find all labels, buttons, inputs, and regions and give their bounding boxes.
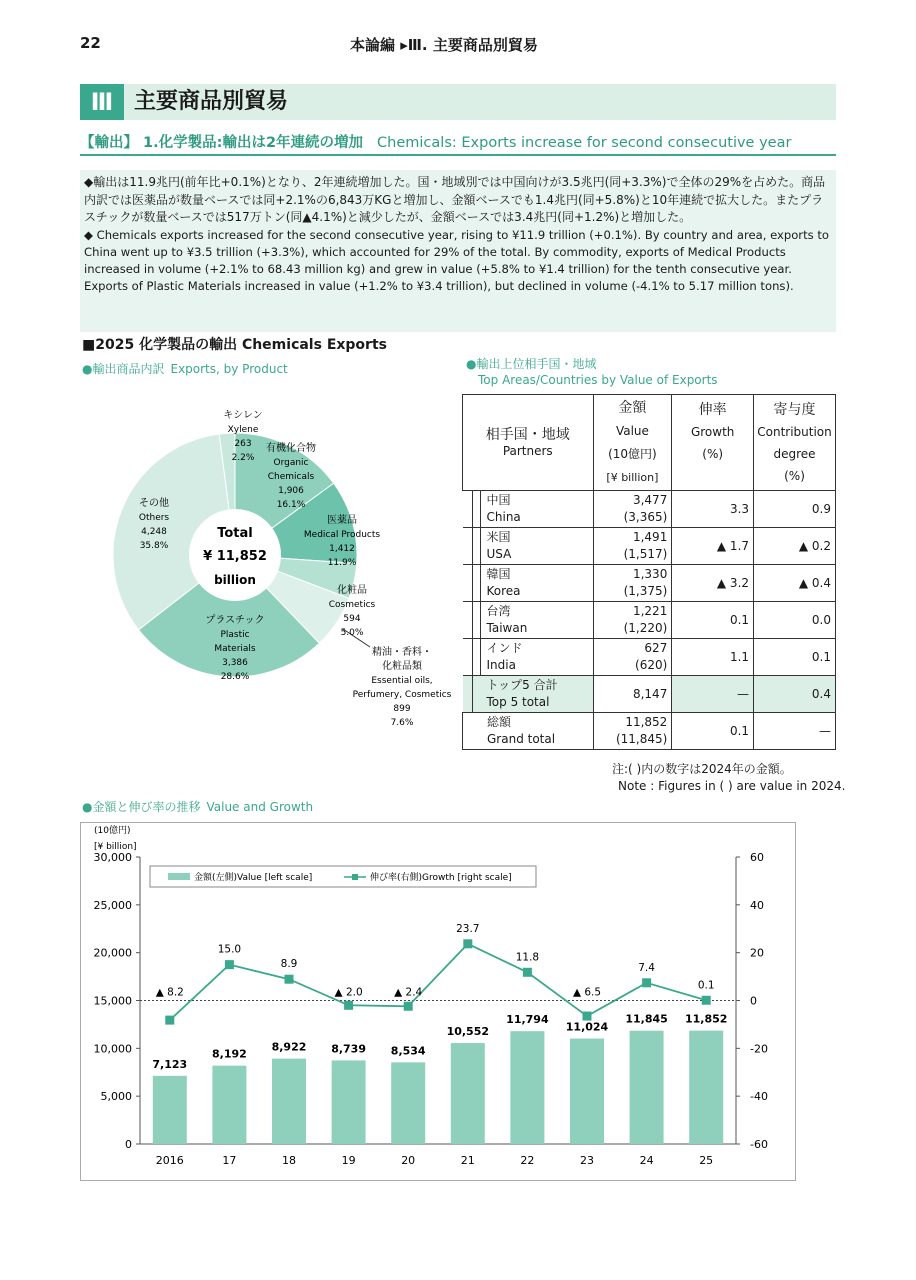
growth-point (165, 1016, 174, 1025)
subheading-ja: 【輸出】 1.化学製品:輸出は2年連続の増加 (80, 135, 364, 151)
pie-label-text: Chemicals (267, 472, 315, 482)
row-prev-value: (3,365) (623, 510, 668, 524)
summary-ja: ◆輸出は11.9兆円(前年比+0.1%)となり、2年連続増加した。国・地域別では中国向けが3.5兆円(同+3.3%)で全体の29%を占めた。商品内訳では医薬品が数量ベースでは同+2.1%の6,843万KGと増加し、金額ベースでも1.4兆円(同+5.8%)と10年連続で拡大した。またプラスチックが数量ベースでは517万トン(同▲4.1%)と減少したが、金額ベースでは3.4兆円(同+1.2%)と増加した。 (84, 175, 826, 224)
y-right-tick-label: 20 (750, 946, 764, 960)
row-prev-value: (1,375) (623, 584, 668, 598)
bar-value-label: 8,739 (331, 1042, 366, 1056)
pie-center-unit: billion (214, 573, 256, 587)
pie-label-text: キシレン (223, 410, 263, 421)
growth-value-label: ▲ 8.2 (155, 986, 184, 999)
subheading (80, 134, 836, 156)
pie-label-text: Medical Products (303, 530, 381, 540)
note-ja: 注:( )内の数字は2024年の金額。 (612, 762, 792, 776)
pie-label-text: 1,412 (329, 544, 355, 554)
y-right-tick-label: 40 (750, 898, 764, 912)
x-tick-label: 24 (639, 1154, 654, 1167)
partners-table (462, 394, 836, 750)
row-prev-value: (620) (635, 658, 668, 672)
growth-value-label: ▲ 2.4 (394, 986, 423, 999)
pie-label-text: 化粧品 (337, 585, 367, 596)
table-row (463, 565, 836, 602)
y-left-tick-label: 5,000 (100, 1090, 132, 1104)
table-bracket-line-inner (480, 490, 481, 676)
header-partner: 相手国・地域 Partners (463, 395, 594, 491)
bar-value-label: 11,024 (565, 1020, 609, 1034)
row-partner-ja: 米国 (486, 530, 511, 544)
header-growth: 伸率 Growth (%) (672, 395, 754, 491)
y-left-tick-label: 15,000 (93, 994, 132, 1008)
pie-center-value: ¥ 11,852 (203, 549, 267, 564)
subheading-en: Chemicals: Exports increase for second consecutive year (377, 135, 792, 151)
value-bar (272, 1059, 306, 1144)
table-row-top5: トップ5 合計 Top 5 total 8,147 — 0.4 (463, 676, 836, 713)
bar-value-label: 11,794 (506, 1013, 549, 1027)
value-bar (332, 1060, 366, 1144)
bar-value-label: 10,552 (446, 1025, 490, 1039)
x-tick-label: 25 (699, 1154, 714, 1167)
y-left-unit-ja: (10億円) (94, 826, 131, 836)
y-left-tick-label: 25,000 (93, 898, 132, 912)
pie-label-text: プラスチック (205, 615, 265, 626)
value-bar (689, 1031, 723, 1144)
y-left-unit-en: [¥ billion] (94, 842, 137, 852)
growth-value-label: ▲ 2.0 (334, 986, 363, 999)
row-value: 1,330 (632, 567, 668, 581)
row-prev-value: (1,220) (623, 621, 668, 635)
summary-box (80, 170, 836, 332)
growth-line (170, 944, 706, 1020)
pie-chart (80, 385, 460, 745)
value-bar (153, 1076, 187, 1144)
value-bar (451, 1043, 485, 1144)
page-number: 22 (80, 34, 101, 52)
x-tick-label: 2016 (155, 1154, 184, 1167)
x-tick-label: 17 (222, 1154, 237, 1167)
y-left-tick-label: 0 (125, 1138, 132, 1151)
line-title-en: Value and Growth (206, 800, 314, 814)
bar-value-label: 8,534 (390, 1044, 426, 1058)
header-value: 金額 Value (10億円) [¥ billion] (593, 395, 672, 491)
row-growth: 1.1 (672, 639, 754, 676)
pie-label-text: 35.8% (139, 541, 169, 551)
pie-label-text: Perfumery, Cosmetics (352, 690, 452, 700)
row-partner-en: Taiwan (486, 621, 528, 635)
row-partner-ja: インド (486, 641, 523, 655)
x-tick-label: 21 (460, 1154, 475, 1167)
line-title-ja: ●金額と伸び率の推移 (82, 800, 201, 814)
row-contribution: 0.0 (754, 602, 836, 639)
bar-value-label: 7,123 (152, 1057, 188, 1071)
row-partner-en: USA (486, 547, 512, 561)
table-title-ja: ●輸出上位相手国・地域 (466, 357, 597, 371)
section-title: 主要商品別貿易 (134, 89, 289, 114)
x-tick-label: 20 (401, 1154, 416, 1167)
row-contribution: ▲ 0.4 (754, 565, 836, 602)
table-bracket-line (472, 490, 473, 712)
growth-point (642, 978, 651, 987)
row-partner-ja: 台湾 (486, 604, 511, 618)
growth-value-label: 15.0 (217, 943, 242, 956)
growth-point (404, 1002, 413, 1011)
value-growth-chart (80, 822, 796, 1182)
table-header-row (463, 395, 836, 491)
growth-point (225, 960, 234, 969)
pie-title-en: Exports, by Product (170, 362, 288, 376)
table-row (463, 602, 836, 639)
row-contribution: 0.9 (754, 491, 836, 528)
x-tick-label: 23 (580, 1154, 594, 1167)
note-en: Note : Figures in ( ) are value in 2024. (618, 779, 846, 793)
legend-bar-label: 金額(左側)Value [left scale] (194, 873, 313, 883)
row-partner-ja: 中国 (486, 493, 511, 507)
row-partner-en: India (486, 658, 516, 672)
row-partner-ja: 韓国 (486, 567, 511, 581)
line-section-title (82, 798, 313, 815)
bar-value-label: 11,845 (625, 1012, 668, 1026)
pie-label-text: Essential oils, (371, 676, 433, 686)
pie-label-text: 28.6% (220, 672, 250, 682)
value-bar (212, 1066, 246, 1144)
header-contribution: 寄与度 Contribution degree (%) (754, 395, 836, 491)
pie-label-text: 4,248 (141, 527, 167, 537)
pie-label-text: 2.2% (231, 453, 255, 463)
y-right-tick-label: 0 (750, 994, 757, 1008)
growth-value-label: 8.9 (280, 958, 298, 971)
y-right-tick-label: 60 (750, 851, 764, 864)
growth-point (344, 1001, 353, 1010)
section-badge: Ⅲ (80, 84, 124, 120)
pie-label-text: 594 (343, 614, 361, 624)
pie-label-text: 医薬品 (327, 515, 357, 526)
growth-value-label: 11.8 (515, 951, 540, 964)
pie-label-text: 5.0% (340, 628, 364, 638)
table-row (463, 639, 836, 676)
row-growth: 3.3 (672, 491, 754, 528)
pie-label-text: その他 (139, 498, 169, 509)
bar-value-label: 11,852 (684, 1012, 728, 1026)
pie-label-text: Cosmetics (328, 600, 376, 610)
row-contribution: 0.1 (754, 639, 836, 676)
growth-value-label: 23.7 (456, 922, 480, 935)
y-left-tick-label: 10,000 (93, 1042, 132, 1056)
growth-point (583, 1012, 592, 1021)
value-bar (630, 1031, 664, 1144)
pie-label-text: 263 (234, 439, 252, 449)
row-contribution: ▲ 0.2 (754, 528, 836, 565)
pie-label-text: 7.6% (390, 718, 414, 728)
value-bar (570, 1039, 604, 1144)
growth-value-label: ▲ 6.5 (572, 986, 602, 999)
row-value: 3,477 (632, 493, 668, 507)
growth-point (285, 975, 294, 984)
row-value: 627 (644, 641, 668, 655)
row-growth: ▲ 1.7 (672, 528, 754, 565)
row-growth: 0.1 (672, 602, 754, 639)
pie-label-text: 精油・香料・ (372, 647, 432, 658)
x-tick-label: 18 (282, 1154, 296, 1167)
pie-section-title (82, 360, 288, 377)
legend-line-label: 伸び率(右側)Growth [right scale] (370, 873, 512, 883)
y-right-tick-label: -40 (750, 1090, 768, 1104)
row-partner-en: China (486, 510, 521, 524)
bar-value-label: 8,922 (271, 1040, 307, 1054)
chart-legend (150, 866, 536, 887)
value-bar (510, 1031, 544, 1144)
pie-title-ja: ●輸出商品内訳 (82, 362, 165, 376)
row-partner-en: Korea (486, 584, 521, 598)
table-row-grand-total: 総額 Grand total 11,852 (11,845) 0.1 — (463, 713, 836, 750)
growth-point (523, 968, 532, 977)
row-prev-value: (1,517) (623, 547, 668, 561)
value-bar (391, 1062, 425, 1144)
growth-point (702, 996, 711, 1005)
row-value: 1,491 (632, 530, 668, 544)
bar-value-label: 8,192 (212, 1047, 247, 1061)
growth-point (463, 939, 472, 948)
y-right-tick-label: -60 (750, 1138, 768, 1151)
pie-label-text: 899 (393, 704, 411, 714)
pie-label-text: Organic (273, 458, 309, 468)
pie-label-text: 11.9% (327, 558, 357, 568)
table-row (463, 491, 836, 528)
x-tick-label: 19 (341, 1154, 356, 1167)
x-tick-label: 22 (520, 1154, 535, 1167)
table-section-title (466, 356, 718, 388)
pie-label (353, 645, 452, 728)
pie-label-text: 1,906 (278, 486, 304, 496)
pie-label-text: Xylene (227, 425, 259, 435)
row-growth: ▲ 3.2 (672, 565, 754, 602)
growth-value-label: 7.4 (638, 961, 655, 974)
y-right-tick-label: -20 (750, 1042, 768, 1056)
pie-label-text: 16.1% (276, 500, 306, 510)
summary-en: ◆ Chemicals exports increased for the second consecutive year, rising to ¥11.9 trillion (+0.1%). By country and area, exports to China went up to ¥3.5 trillion (+3.3%), which accounted for 29% of the total. By commodity, exports of Medical Products increased in volume (+2.1% to 68.43 million kg) and grew in value (+5.8% to ¥1.4 trillion) for the tenth consecutive year. Exports of Plastic Materials increased in value (+1.2% to ¥3.4 trillion), but declined in volume (-4.1% to 5.17 million tons). (84, 227, 829, 293)
figure-title: ■2025 化学製品の輸出 Chemicals Exports (82, 337, 387, 353)
pie-label-text: Plastic (220, 630, 250, 640)
pie-label-text: Others (138, 513, 170, 523)
pie-label-text: Materials (214, 644, 256, 654)
growth-value-label: 0.1 (697, 979, 715, 992)
running-title: 本論編 ▸Ⅲ. 主要商品別貿易 (350, 36, 538, 54)
y-left-tick-label: 20,000 (93, 946, 132, 960)
y-left-tick-label: 30,000 (93, 851, 132, 864)
table-title-en: Top Areas/Countries by Value of Exports (478, 373, 718, 387)
table-row (463, 528, 836, 565)
pie-label-text: 3,386 (222, 658, 248, 668)
row-value: 1,221 (632, 604, 668, 618)
legend-bar-swatch (168, 873, 190, 880)
pie-label-text: 化粧品類 (382, 661, 422, 672)
pie-label-text: 有機化合物 (266, 443, 316, 454)
legend-line-marker (352, 874, 358, 880)
pie-center-total: Total (217, 526, 253, 541)
